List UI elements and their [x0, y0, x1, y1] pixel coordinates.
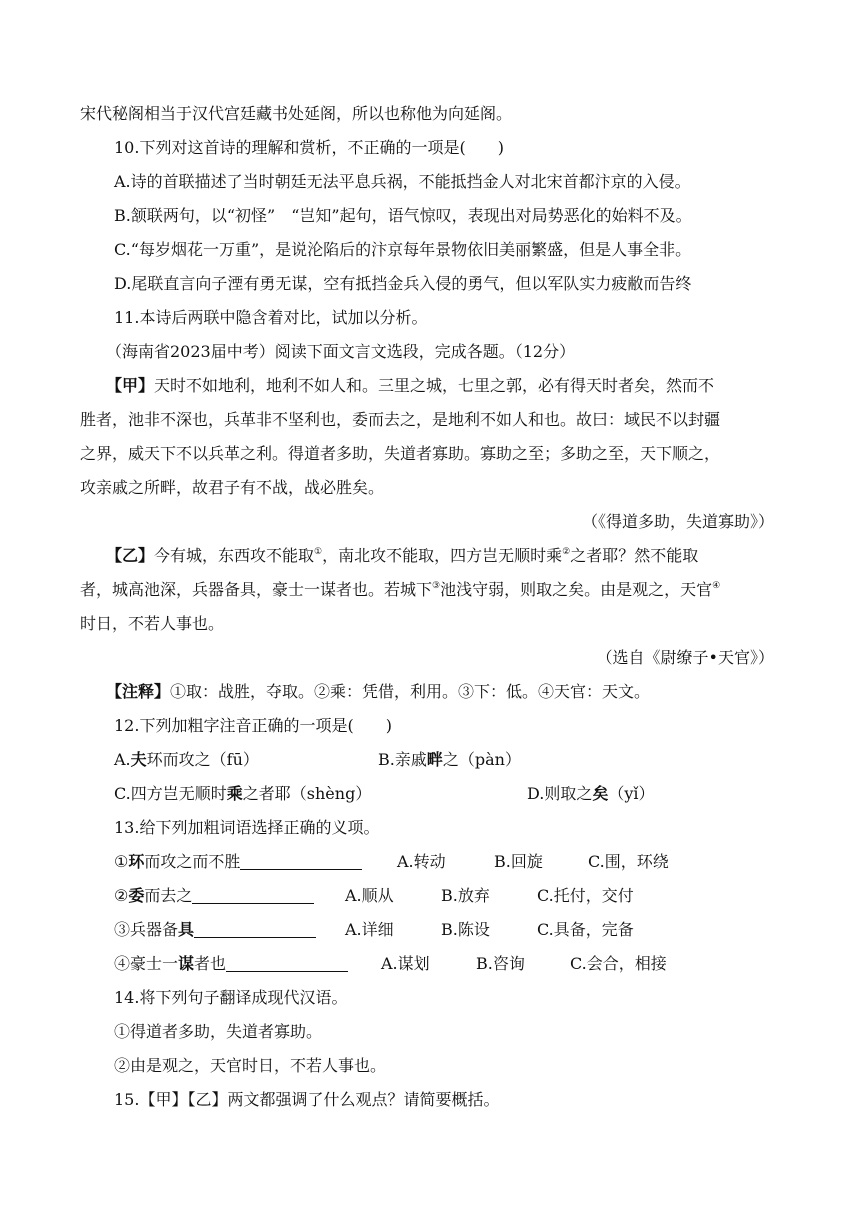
question-12-row-1 — [0, 748, 860, 772]
question-11: 11.本诗后两联中隐含着对比，试加以分析。 — [114, 308, 428, 327]
question-12-option-a: A.夫环而攻之（fū） — [114, 750, 259, 769]
question-10-stem: 10.下列对这首诗的理解和赏析，不正确的一项是( ) — [114, 138, 504, 157]
notes-label: 【注释】 — [106, 682, 171, 701]
answer-blank[interactable] — [240, 853, 362, 870]
passage-yi-line-1: 【乙】今有城，东西攻不能取①，南北攻不能取，四方岂无顺时乘②之者耶？然不能取 — [106, 546, 699, 565]
intro-line: 宋代秘阁相当于汉代宫廷藏书处延阁，所以也称他为向延阁。 — [80, 104, 513, 123]
question-14-sentence-2: ②由是观之，天官时日，不若人事也。 — [114, 1056, 387, 1075]
question-10-option-b: B.颔联两句，以“初怪” “岂知”起句，语气惊叹，表现出对局势恶化的始料不及。 — [114, 206, 692, 225]
question-15: 15.【甲】【乙】两文都强调了什么观点？请简要概括。 — [114, 1090, 500, 1109]
question-10-option-a: A.诗的首联描述了当时朝廷无法平息兵祸，不能抵挡金人对北宋首都汴京的入侵。 — [114, 172, 691, 191]
question-12-option-b: B.亲戚畔之（pàn） — [378, 750, 521, 769]
passage-yi-line-3: 时日，不若人事也。 — [80, 614, 225, 633]
passage-yi-line-2: 者，城高池深，兵器备具，豪士一谋者也。若城下③池浅守弱，则取之矣。由是观之，天官④ — [80, 580, 721, 599]
passage-jia-line-1: 【甲】天时不如地利，地利不如人和。三里之城，七里之郭，必有得天时者矣，然而不 — [106, 376, 715, 395]
annotation-notes: 【注释】①取：战胜，夺取。②乘：凭借，利用。③下：低。④天官：天文。 — [106, 682, 651, 701]
question-13-item: ②委而去之 A.顺从 B.放弃 C.托付，交付 — [114, 886, 634, 905]
footnote-marker-4: ④ — [712, 581, 721, 591]
question-13-item: ④豪士一谋者也 A.谋划 B.咨询 C.会合，相接 — [114, 954, 667, 973]
passage-jia-label: 【甲】 — [106, 376, 155, 395]
question-14-stem: 14.将下列句子翻译成现代汉语。 — [114, 988, 348, 1007]
answer-blank[interactable] — [226, 955, 348, 972]
passage-jia-line-3: 之界，威天下不以兵革之利。得道者多助，失道者寡助。寡助之至；多助之至，天下顺之， — [80, 444, 721, 463]
answer-blank[interactable] — [194, 921, 316, 938]
question-12-stem: 12.下列加粗字注音正确的一项是( ) — [114, 716, 392, 735]
question-13-item: ③兵器备具 A.详细 B.陈设 C.具备，完备 — [114, 920, 634, 939]
question-10-option-c: C.“每岁烟花一万重”，是说沦陷后的汴京每年景物依旧美丽繁盛，但是人事全非。 — [114, 240, 692, 259]
answer-blank[interactable] — [192, 887, 314, 904]
question-12-option-d: D.则取之矣（yǐ） — [527, 784, 655, 803]
question-14-sentence-1: ①得道者多助，失道者寡助。 — [114, 1022, 323, 1041]
passage-yi-source: （选自《尉缭子•天官》） — [596, 648, 774, 667]
passage-yi-label: 【乙】 — [106, 546, 155, 565]
question-12-option-c: C.四方岂无顺时乘之者耶（shèng） — [114, 784, 372, 803]
question-13-item: ①环而攻之而不胜 A.转动 B.回旋 C.围，环绕 — [114, 852, 669, 871]
passage-jia-line-4: 攻亲戚之所畔，故君子有不战，战必胜矣。 — [80, 478, 385, 497]
section-header: （海南省2023届中考）阅读下面文言文选段，完成各题。（12分） — [106, 342, 576, 361]
question-10-option-d: D.尾联直言向子湮有勇无谋，空有抵挡金兵入侵的勇气，但以军队实力疲敝而告终 — [114, 274, 692, 293]
footnote-marker-2: ② — [562, 547, 571, 557]
passage-jia-source: （《得道多助，失道寡助》） — [581, 512, 774, 531]
footnote-marker-1: ① — [314, 547, 323, 557]
question-12-row-2 — [0, 782, 860, 806]
passage-jia-line-2: 胜者，池非不深也，兵革非不坚利也，委而去之，是地利不如人和也。故曰：域民不以封疆 — [80, 410, 721, 429]
question-13-stem: 13.给下列加粗词语选择正确的义项。 — [114, 818, 380, 837]
footnote-marker-3: ③ — [432, 581, 441, 591]
